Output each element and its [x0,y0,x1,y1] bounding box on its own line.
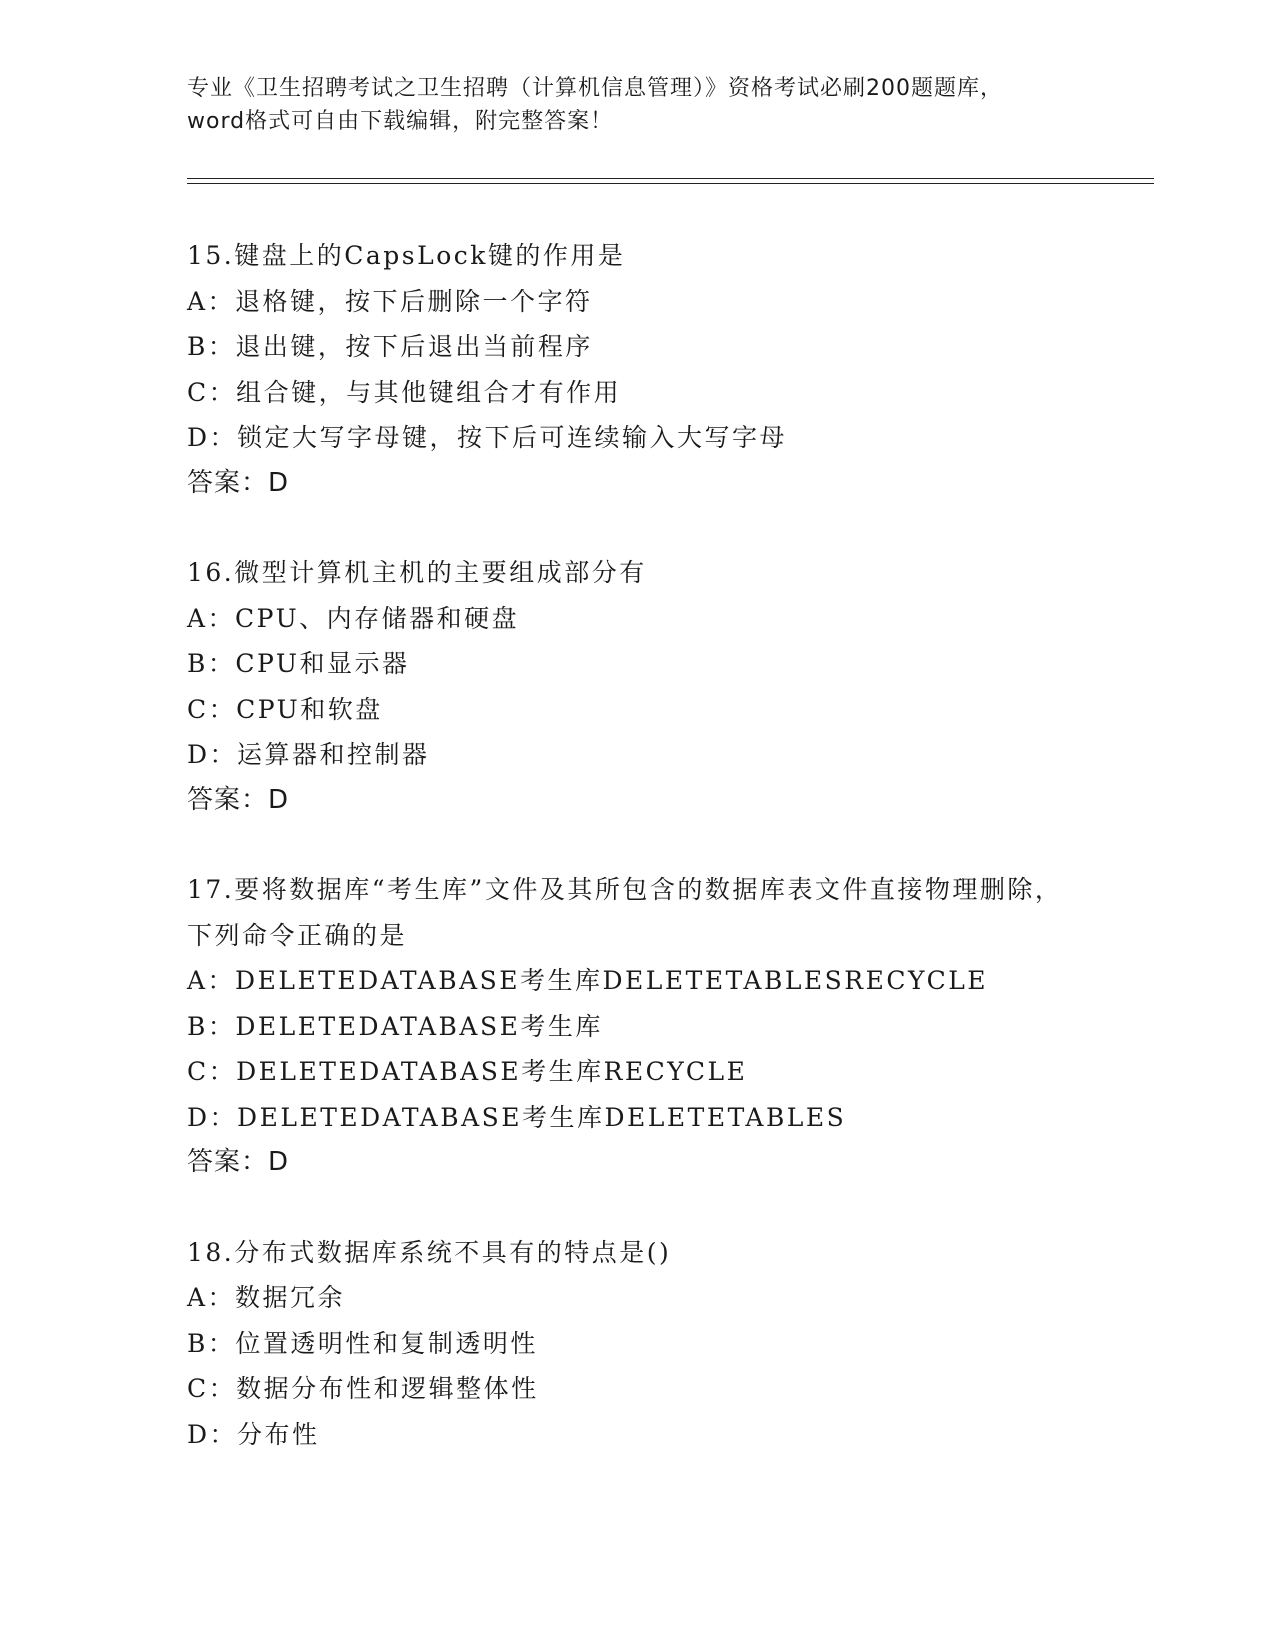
option-a: A：退格键，按下后删除一个字符 [187,286,593,316]
header-line-1: 专业《卫生招聘考试之卫生招聘（计算机信息管理）》资格考试必刷200题题库， [187,76,1003,101]
option-a: A：数据冗余 [187,1283,346,1312]
option-d: D：运算器和控制器 [187,740,430,769]
question-stem: 17.要将数据库“考生库”文件及其所包含的数据库表文件直接物理删除，下列命令正确的是 [187,875,1063,950]
question-stem: 15.键盘上的CapsLock键的作用是 [187,241,626,270]
option-c: C：CPU和软盘 [187,694,383,724]
option-b: B：位置透明性和复制透明性 [187,1328,538,1358]
question-list [187,233,1087,1501]
question-stem: 18.分布式数据库系统不具有的特点是() [187,1237,672,1267]
option-d: D：DELETEDATABASE考生库DELETETABLES [187,1102,847,1132]
option-a: A：CPU、内存储器和硬盘 [187,603,520,633]
option-d: D：锁定大写字母键，按下后可连续输入大写字母 [187,423,788,452]
header-line-2: word格式可自由下载编辑，附完整答案！ [187,109,614,134]
answer-label: 答案：D [187,467,290,498]
answer-label: 答案：D [187,1147,290,1177]
option-c: C：DELETEDATABASE考生库RECYCLE [187,1057,748,1086]
question-stem: 16.微型计算机主机的主要组成部分有 [187,558,647,587]
header-divider-top [187,178,1154,179]
question-18 [187,1230,1087,1458]
header-divider-bottom [187,183,1154,184]
option-c: C：数据分布性和逻辑整体性 [187,1374,539,1403]
option-b: B：CPU和显示器 [187,649,410,678]
option-b: B：DELETEDATABASE考生库 [187,1011,603,1041]
answer-label: 答案：D [187,784,290,815]
option-a: A：DELETEDATABASE考生库DELETETABLESRECYCLE [187,966,989,995]
option-d: D：分布性 [187,1419,320,1449]
document-header [187,72,1087,138]
option-b: B：退出键，按下后退出当前程序 [187,332,593,361]
question-16 [187,550,1087,823]
question-15 [187,233,1087,506]
option-c: C：组合键，与其他键组合才有作用 [187,377,622,407]
question-17 [187,867,1087,1186]
